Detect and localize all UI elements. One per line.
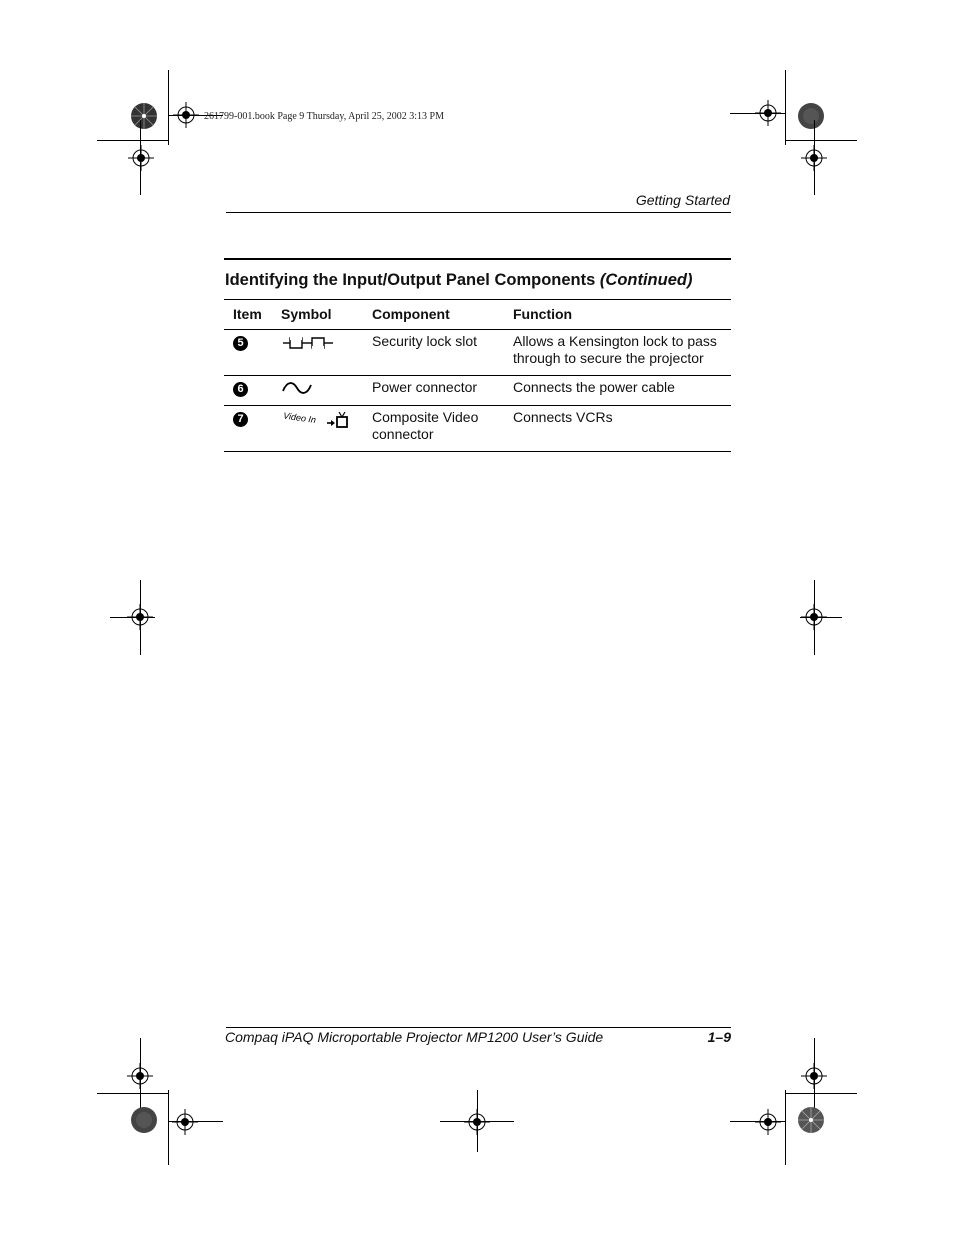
function-cell: Connects VCRs: [513, 406, 731, 452]
header-component: Component: [372, 300, 513, 330]
trim-line: [814, 1038, 815, 1113]
trim-line: [730, 113, 785, 114]
trim-line: [730, 1121, 785, 1122]
components-table: [224, 299, 731, 452]
trim-line: [785, 70, 786, 145]
table-row: [224, 330, 731, 376]
function-cell: Allows a Kensington lock to pass through to secure the projector: [513, 330, 731, 376]
header-function: Function: [513, 300, 731, 330]
symbol-cell: [281, 330, 372, 376]
footer-title: Compaq iPAQ Microportable Projector MP1200 User’s Guide: [225, 1029, 604, 1045]
component-cell: Composite Video connector: [372, 406, 513, 452]
trim-line: [814, 120, 815, 195]
header-symbol: Symbol: [281, 300, 372, 330]
trim-line: [168, 70, 169, 145]
trim-line: [440, 1121, 514, 1122]
ac-power-icon: [281, 379, 313, 397]
trim-line: [800, 617, 842, 618]
trim-line: [110, 617, 155, 618]
components-table-section: [224, 258, 731, 452]
page-number: 1–9: [707, 1029, 731, 1045]
running-head: Getting Started: [635, 192, 730, 208]
video-in-icon: [281, 409, 353, 431]
symbol-cell: [281, 406, 372, 452]
video-in-icon-text: Video In: [282, 410, 317, 426]
table-row: [224, 376, 731, 406]
trim-line: [140, 1038, 141, 1113]
trim-line: [168, 1121, 223, 1122]
color-bar-star-mark: [797, 102, 825, 130]
header-rule: [226, 212, 731, 213]
item-cell: [224, 406, 281, 452]
table-title: [224, 260, 731, 299]
symbol-cell: [281, 376, 372, 406]
footer-rule: [226, 1027, 731, 1028]
trim-line: [97, 140, 169, 141]
color-bar-star-mark: [130, 1106, 158, 1134]
table-row: [224, 406, 731, 452]
trim-line: [785, 1093, 857, 1094]
registration-mark: [755, 1109, 781, 1135]
component-cell: Power connector: [372, 376, 513, 406]
function-cell: Connects the power cable: [513, 376, 731, 406]
trim-line: [168, 1090, 169, 1165]
item-number-badge: 7: [233, 412, 248, 427]
item-cell: [224, 330, 281, 376]
trim-line: [97, 1093, 169, 1094]
registration-mark: [172, 1109, 198, 1135]
registration-mark: [128, 145, 154, 171]
print-slug: 261799-001.book Page 9 Thursday, April 25, 2002 3:13 PM: [204, 111, 444, 122]
component-cell: Security lock slot: [372, 330, 513, 376]
item-cell: [224, 376, 281, 406]
color-bar-star-mark: [130, 102, 158, 130]
table-title-suffix: (Continued): [599, 271, 693, 289]
trim-line: [140, 120, 141, 195]
trim-line: [785, 1090, 786, 1165]
header-item: Item: [224, 300, 281, 330]
table-title-text: Identifying the Input/Output Panel Components: [225, 271, 596, 289]
item-number-badge: 6: [233, 382, 248, 397]
security-lock-icon: [281, 333, 335, 353]
color-bar-star-mark: [797, 1106, 825, 1134]
item-number-badge: 5: [233, 336, 248, 351]
trim-line: [785, 140, 857, 141]
table-header-row: [224, 300, 731, 330]
